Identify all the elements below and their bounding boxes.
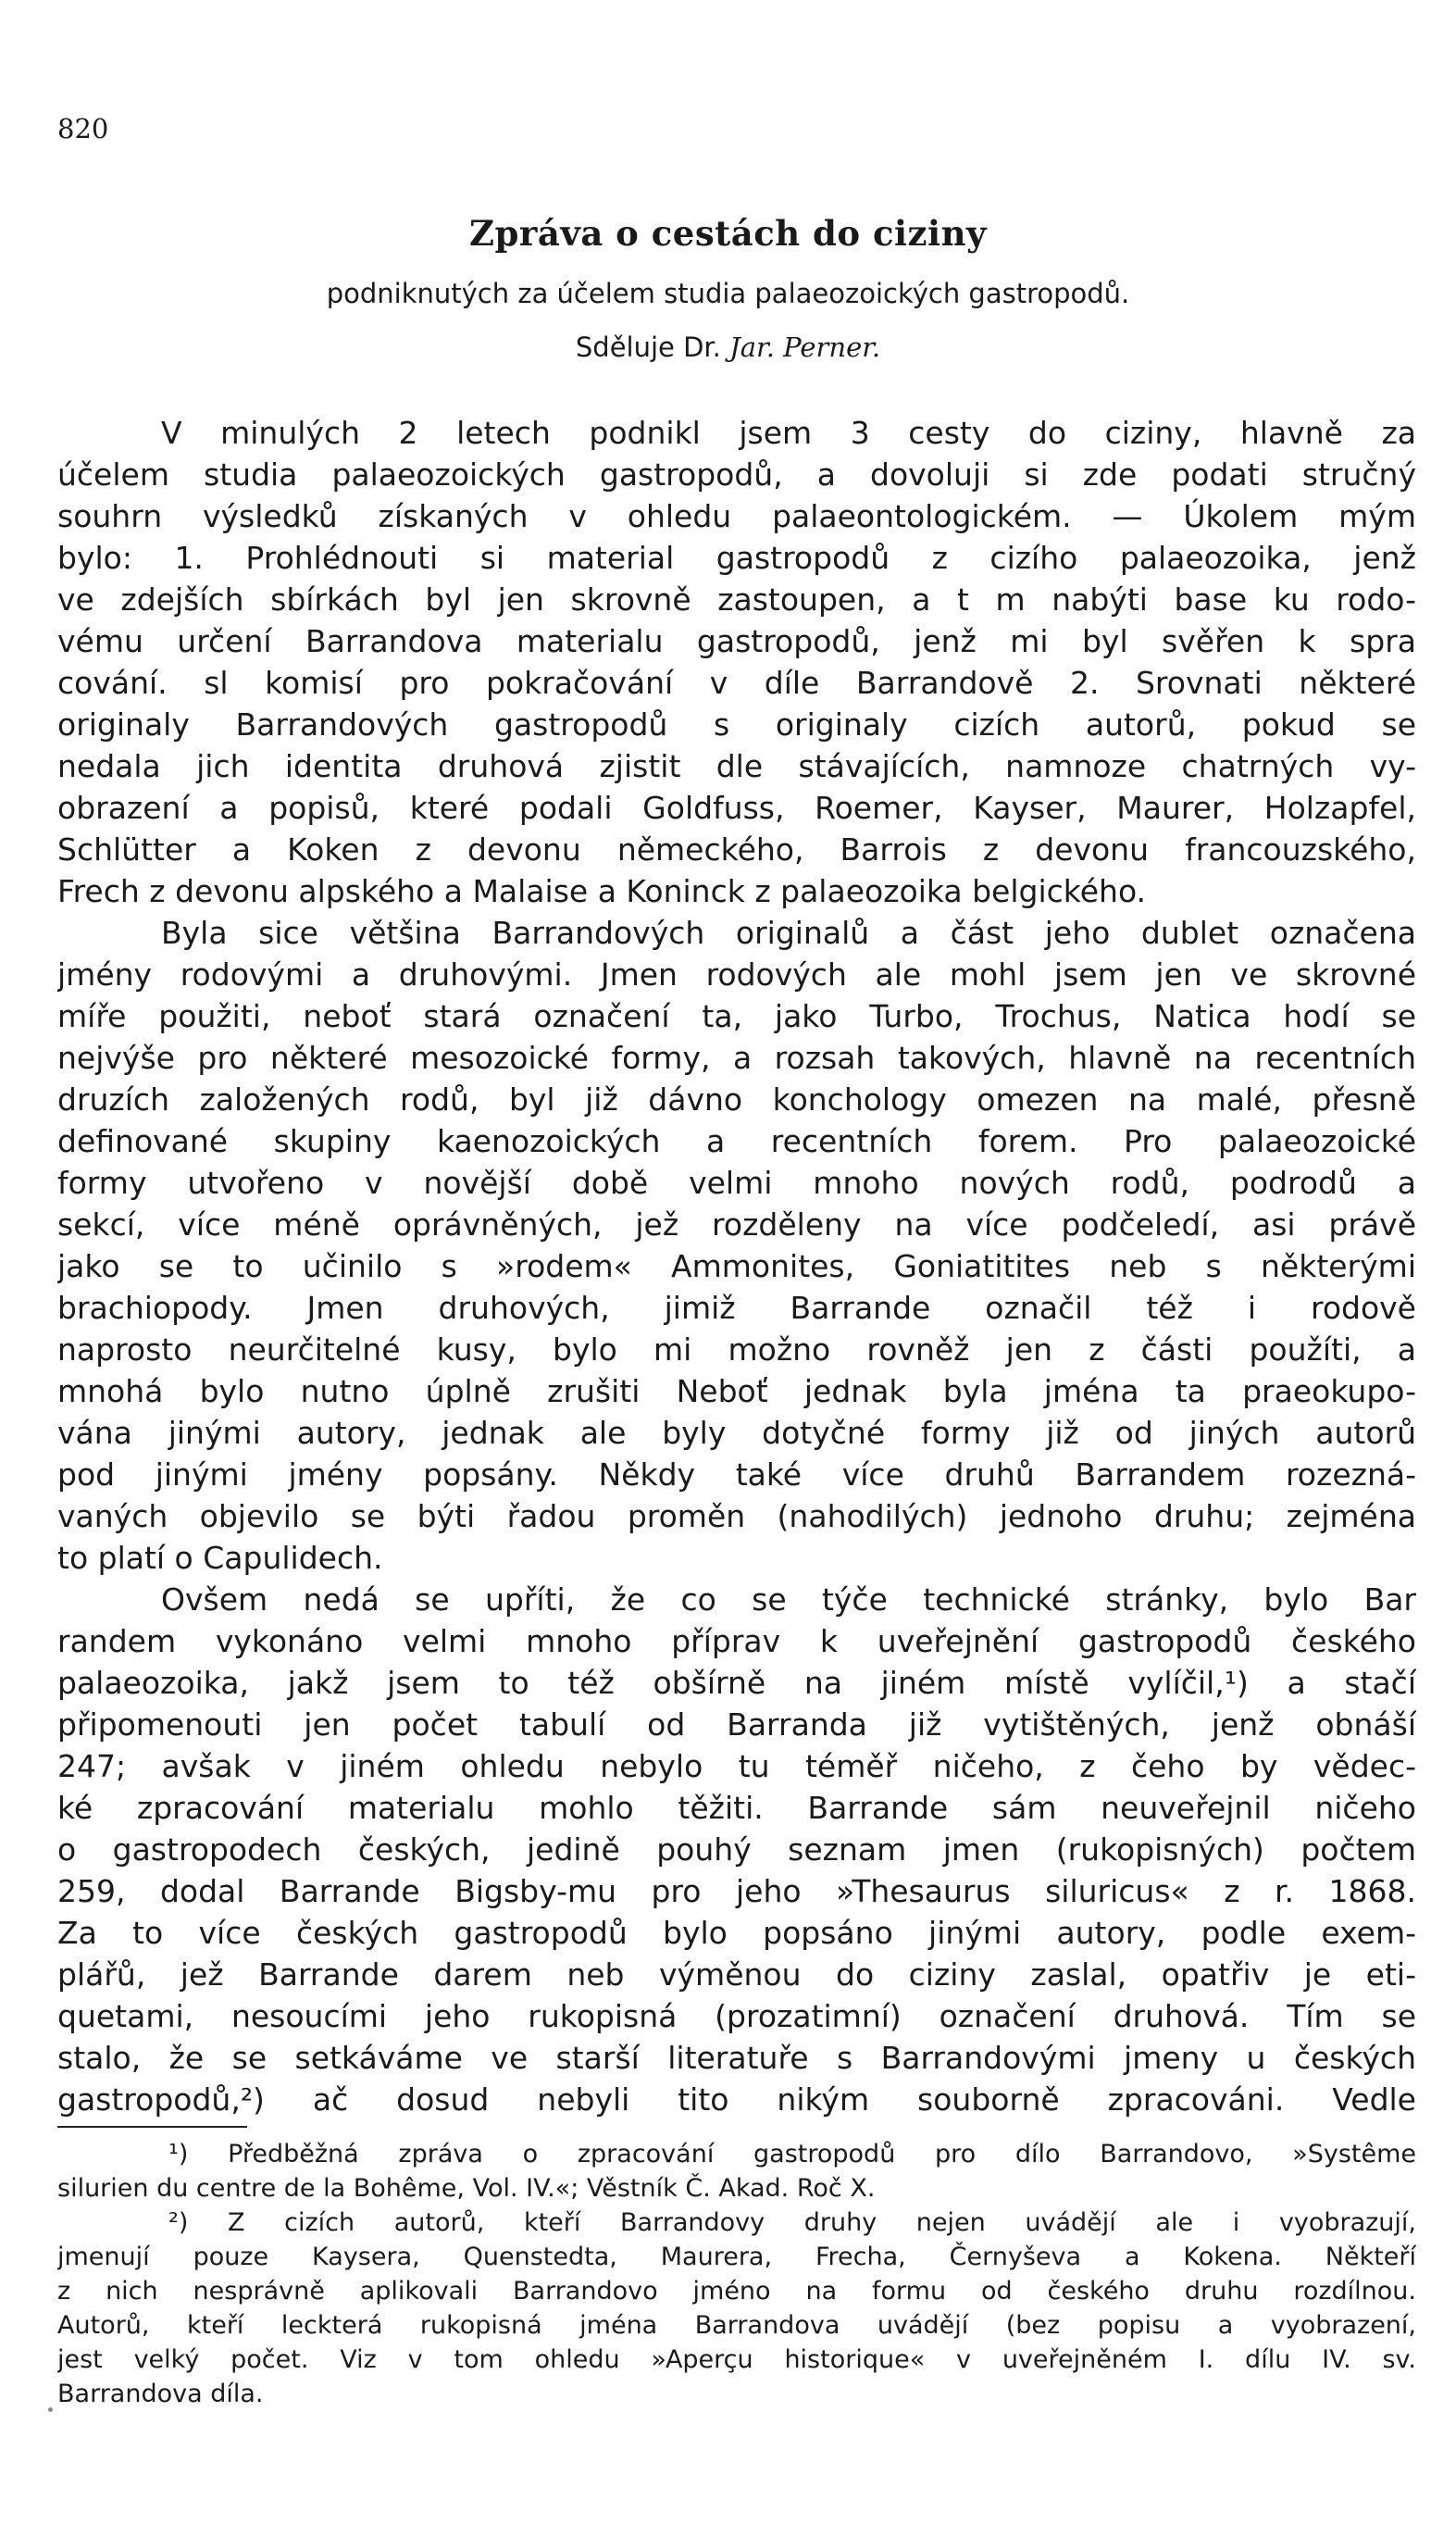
body-line: jmény rodovými a druhovými. Jmen rodových ale mohl jsem jen ve skrovné [57,956,1416,993]
footnote-line: silurien du centre de la Bohême, Vol. IV.«; Věstník Č. Akad. Roč X. [57,2174,876,2203]
footnote-line: z nich nesprávně aplikovali Barrandovo jméno na formu od českého druhu rozdílnou. [57,2277,1416,2306]
body-line: Ovšem nedá se upříti, že co se týče technické stránky, bylo Bar [161,1581,1416,1618]
body-line: quetami, nesoucími jeho rukopisná (prozatimní) označení druhová. Tím se [57,1998,1416,2034]
body-line: Za to více českých gastropodů bylo popsáno jinými autory, podle exem- [57,1915,1416,1951]
byline [0,331,1456,363]
body-line: druzích založených rodů, byl již dávno konchology omezen na malé, přesně [57,1081,1416,1118]
body-line: nejvýše pro některé mesozoické formy, a rozsah takových, hlavně na recentních [57,1040,1416,1076]
body-line: definované skupiny kaenozoických a recentních forem. Pro palaeozoické [57,1123,1416,1159]
body-line: připomenouti jen počet tabulí od Barranda již vytištěných, jenž obnáší [57,1706,1416,1743]
author-name: Jar. Perner. [729,331,881,363]
body-line: originaly Barrandových gastropodů s originaly cizích autorů, pokud se [57,706,1416,743]
body-line: vému určení Barrandova materialu gastropodů, jenž mi byl svěřen k spra [57,623,1416,659]
footnote-line: Barrandova díla. [57,2380,264,2408]
footnote-line: jmenují pouze Kaysera, Quenstedta, Maurera, Frecha, Černyševa a Kokena. Někteří [57,2243,1416,2271]
body-line: Frech z devonu alpského a Malaise a Koninck z palaeozoika belgického. [57,873,1147,909]
body-line: 259, dodal Barrande Bigsby-mu pro jeho »Thesaurus siluricus« z r. 1868. [57,1873,1416,1909]
footnote-line: ²) Z cizích autorů, kteří Barrandovy druhy nejen uvádějí ale i vyobrazují, [168,2208,1416,2237]
body-line: palaeozoika, jakž jsem to též obšírně na jiném místě vylíčil,¹) a stačí [57,1665,1416,1701]
body-line: jako se to učinilo s »rodem« Ammonites, Goniatitites neb s některými [57,1248,1416,1284]
body-line: ve zdejších sbírkách byl jen skrovně zastoupen, a t m nabýti base ku rodo- [57,581,1416,618]
body-line: formy utvořeno v novější době velmi mnoho nových rodů, podrodů a [57,1165,1416,1201]
body-line: randem vykonáno velmi mnoho příprav k uveřejnění gastropodů českého [57,1623,1416,1659]
body-line: Byla sice většina Barrandových originalů a část jeho dublet označena [161,915,1416,951]
footnote-line: Autorů, kteří leckterá rukopisná jména Barrandova uvádějí (bez popisu a vyobrazení, [57,2311,1416,2340]
footnotes [57,2137,1416,2411]
body-line: míře použiti, neboť stará označení ta, jako Turbo, Trochus, Natica hodí se [57,998,1416,1034]
body-line: stalo, že se setkáváme ve starší literatuře s Barrandovými jmeny u českých [57,2040,1416,2076]
article-body [57,412,1416,2120]
footnote-line: jest velký počet. Viz v tom ohledu »Aperçu historique« v uveřejněném I. dílu IV. sv. [57,2345,1416,2374]
body-line: naprosto neurčitelné kusy, bylo mi možno rovněž jen z části použíti, a [57,1331,1416,1368]
body-line: souhrn výsledků získaných v ohledu palaeontologickém. — Úkolem mým [57,498,1416,534]
body-line: pod jinými jmény popsány. Někdy také více druhů Barrandem rozezná- [57,1456,1416,1493]
body-line: bylo: 1. Prohlédnouti si material gastropodů z cizího palaeozoika, jenž [57,540,1416,576]
body-line: brachiopody. Jmen druhových, jimiž Barrande označil též i rodově [57,1290,1416,1326]
body-line: Schlütter a Koken z devonu německého, Barrois z devonu francouzského, [57,831,1416,868]
body-line: gastropodů,²) ač dosud nebyli tito nikým souborně zpracováni. Vedle [57,2081,1416,2118]
body-line: vána jinými autory, jednak ale byly dotyčné formy již od jiných autorů [57,1415,1416,1451]
body-line: to platí o Capulidech. [57,1540,383,1576]
body-line: cování. sl komisí pro pokračování v díle Barrandově 2. Srovnati některé [57,665,1416,701]
article-title: Zpráva o cestách do ciziny [468,213,988,254]
footnote-line: ¹) Předběžná zpráva o zpracování gastropodů pro dílo Barrandovo, »Systême [168,2140,1416,2168]
body-line: ké zpracování materialu mohlo těžiti. Barrande sám neuveřejnil ničeho [57,1790,1416,1826]
body-line: V minulých 2 letech podnikl jsem 3 cesty do ciziny, hlavně za [161,415,1416,451]
byline-prefix: Sděluje Dr. [575,331,730,363]
scan-speck [48,2407,53,2412]
body-line: plářů, jež Barrande darem neb výměnou do ciziny zaslal, opatřiv je eti- [57,1956,1416,1993]
body-line: o gastropodech českých, jedině pouhý seznam jmen (rukopisných) počtem [57,1831,1416,1868]
body-line: vaných objevilo se býti řadou proměn (nahodilých) jednoho druhu; zejména [57,1498,1416,1534]
page-number: 820 [57,113,109,144]
article-subtitle: podniknutých za účelem studia palaeozoických gastropodů. [326,278,1130,309]
body-line: 247; avšak v jiném ohledu nebylo tu téměř ničeho, z čeho by vědec- [57,1748,1416,1784]
footnote-rule [57,2126,247,2128]
body-line: mnohá bylo nutno úplně zrušiti Neboť jednak byla jména ta praeokupo- [57,1373,1416,1409]
body-line: obrazení a popisů, které podali Goldfuss, Roemer, Kayser, Maurer, Holzapfel, [57,790,1416,826]
body-line: sekcí, více méně oprávněných, jež rozděleny na více podčeledí, asi právě [57,1206,1416,1243]
body-line: nedala jich identita druhová zjistit dle stávajících, namnoze chatrných vy- [57,748,1416,784]
body-line: účelem studia palaeozoických gastropodů, a dovoluji si zde podati stručný [57,456,1416,493]
